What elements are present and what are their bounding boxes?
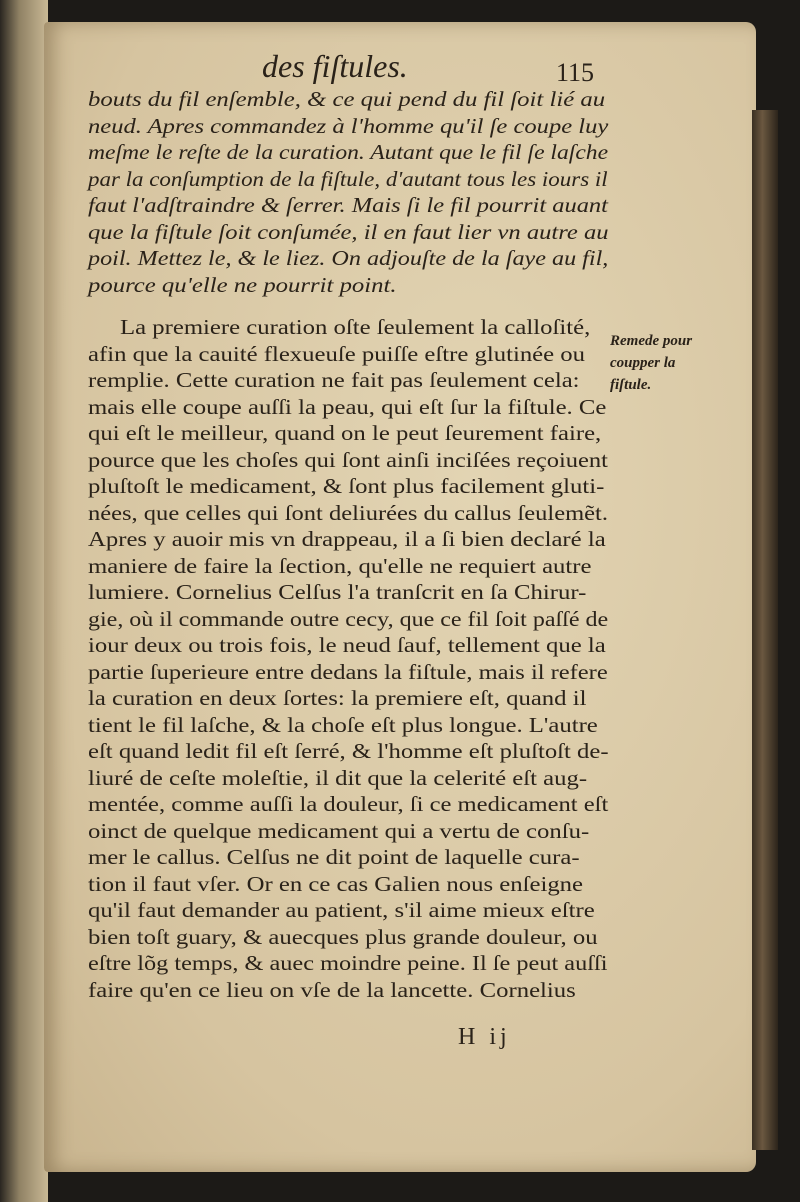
text-line: mer le callus. Celſus ne dit point de laquelle cura- bbox=[88, 845, 580, 869]
text-line: eſt quand ledit fil eſt ſerré, & l'homme eſt pluſtoſt de- bbox=[88, 739, 609, 763]
text-line: nées, que celles qui ſont deliurées du callus ſeulemẽt. bbox=[88, 500, 609, 525]
text-line: que la fiſtule ſoit conſumée, il en faut lier vn autre au bbox=[88, 219, 609, 244]
text-line: gie, où il commande outre cecy, que ce fil ſoit paſſé de bbox=[88, 606, 609, 631]
text-line: bien toſt guary, & auecques plus grande douleur, ou bbox=[88, 924, 598, 949]
text-line: faut l'adſtraindre & ſerrer. Mais ſi le fil pourrit auant bbox=[88, 193, 608, 217]
text-line: la curation en deux ſortes: la premiere eſt, quand il bbox=[88, 686, 587, 710]
text-line: qui eſt le meilleur, quand on le peut ſeurement faire, bbox=[88, 421, 602, 445]
text-line: liuré de ceſte moleſtie, il dit que la celerité eſt aug- bbox=[88, 765, 588, 790]
text-line: afin que la cauité flexueuſe puiſſe eſtre glutinée ou bbox=[88, 341, 586, 366]
text-line: pource qu'elle ne pourrit point. bbox=[88, 272, 397, 297]
margin-note-line: Remede pour bbox=[610, 333, 693, 349]
text-line: iour deux ou trois fois, le neud ſauf, tellement que la bbox=[88, 633, 606, 657]
text-line: maniere de faire la ſection, qu'elle ne requiert autre bbox=[88, 553, 592, 578]
text-line: bouts du fil enſemble, & ce qui pend du fil ſoit lié au bbox=[88, 87, 606, 111]
signature-mark: H ij bbox=[458, 1024, 511, 1050]
text-line: lumiere. Cornelius Celſus l'a tranſcrit en ſa Chirur- bbox=[88, 580, 587, 604]
text-line: oinct de quelque medicament qui a vertu de conſu- bbox=[88, 818, 590, 843]
text-line: pluſtoſt le medicament, & ſont plus facilement gluti- bbox=[88, 474, 605, 498]
text-line: neud. Apres commandez à l'homme qu'il ſe coupe luy bbox=[88, 113, 609, 138]
text-line: par la conſumption de la fiſtule, d'autant tous les iours il bbox=[88, 166, 608, 191]
text-line: qu'il faut demander au patient, s'il aime mieux eſtre bbox=[88, 898, 595, 922]
text-line: remplie. Cette curation ne fait pas ſeulement cela: bbox=[88, 368, 580, 392]
book-fore-edge bbox=[752, 110, 778, 1150]
margin-note-line: fiſtule. bbox=[610, 377, 652, 393]
text-line: tient le fil laſche, & la choſe eſt plus longue. L'autre bbox=[88, 712, 598, 737]
facing-page-edge bbox=[0, 0, 48, 1202]
text-line: La premiere curation oſte ſeulement la calloſité, bbox=[120, 315, 591, 339]
running-head: des fiſtules. bbox=[262, 48, 408, 84]
margin-note bbox=[610, 330, 720, 396]
text-line: eſtre lõg temps, & auec moindre peine. Il ſe peut auſſi bbox=[88, 951, 608, 975]
text-line: Apres y auoir mis vn drappeau, il a ſi bien declaré la bbox=[88, 527, 606, 551]
page-number: 115 bbox=[556, 58, 595, 87]
margin-note-line: coupper la bbox=[610, 355, 676, 371]
text-line: mentée, comme auſſi la douleur, ſi ce medicament eſt bbox=[88, 792, 609, 816]
text-line: faire qu'en ce lieu on vſe de la lancette. Cornelius bbox=[88, 977, 576, 1002]
text-line: meſme le reſte de la curation. Autant que le fil ſe laſche bbox=[88, 140, 609, 164]
text-line: tion il faut vſer. Or en ce cas Galien nous enſeigne bbox=[88, 871, 584, 896]
text-line: pource que les choſes qui ſont ainſi inciſées reçoiuent bbox=[88, 447, 609, 472]
text-line: mais elle coupe auſſi la peau, qui eſt ſur la fiſtule. Ce bbox=[88, 394, 607, 419]
text-line: partie ſuperieure entre dedans la fiſtule, mais il refere bbox=[88, 659, 608, 684]
text-line: poil. Mettez le, & le liez. On adjouſte de la ſaye au fil, bbox=[88, 246, 609, 270]
